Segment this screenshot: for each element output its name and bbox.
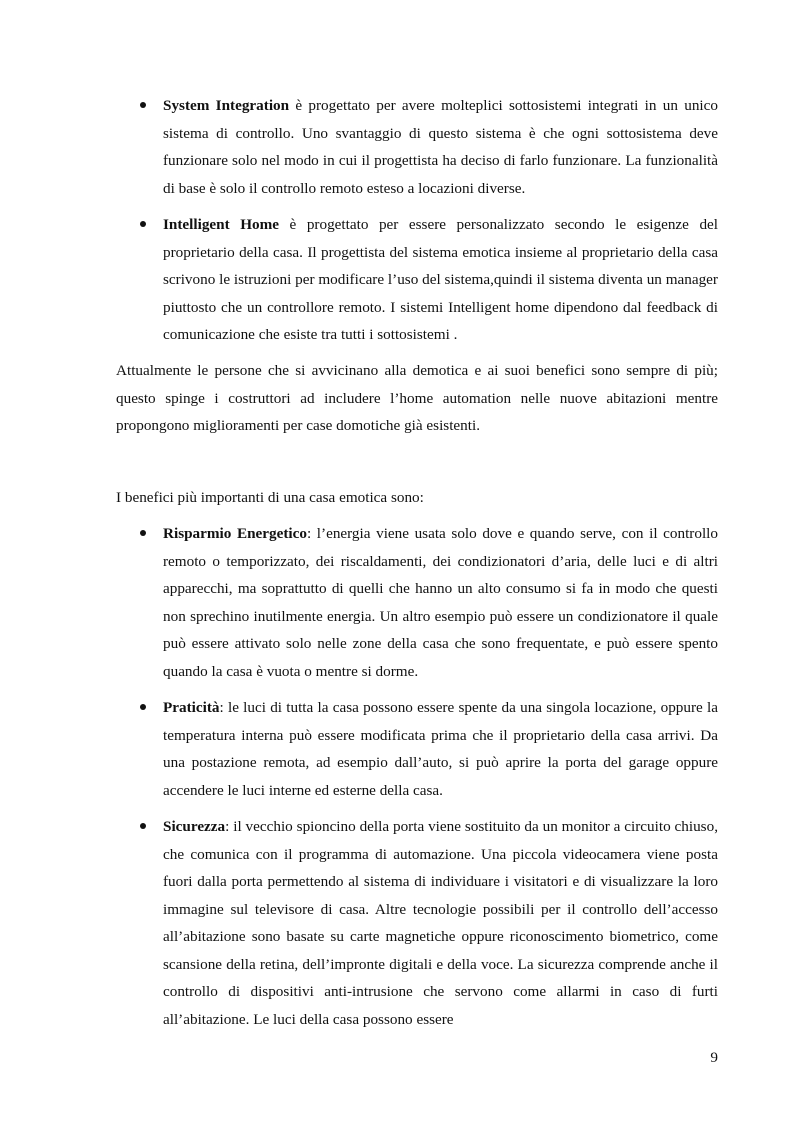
list-item xyxy=(116,694,718,804)
list-item xyxy=(116,92,718,202)
list-item xyxy=(116,211,718,349)
item-text: : il vecchio spioncino della porta viene sostituito da un monitor a circuito chiuso, che comunica con il programma di automazione. Una piccola videocamera viene posta fuori dalla porta permettendo al sistema di individuare i visitatori e di visualizzare la loro immagine sul televisore di casa. Altre tecnologie possibili per il controllo dell’accesso all’abitazione sono basate su carte magnetiche oppure riconoscimento biometrico, come scansione della retina, dell’impronte digitali e della voce. La sicurezza comprende anche il controllo di dispositivi anti-intrusione che servono come allarmi in caso di furti all’abitazione. Le luci della casa possono essere xyxy=(163,818,718,1028)
bullet-icon xyxy=(140,102,146,108)
body-paragraph: Attualmente le persone che si avvicinano alla demotica e ai suoi benefici sono sempre di più; questo spinge i costruttori ad includere l’home automation nelle nuove abitazioni mentre propongono miglioramenti per case domotiche già esistenti. xyxy=(116,362,718,434)
term-label: Intelligent Home xyxy=(163,216,279,233)
bullet-list-home-types xyxy=(116,92,718,349)
term-label: Risparmio Energetico xyxy=(163,525,307,542)
item-text: è progettato per essere personalizzato secondo le esigenze del proprietario della casa. Il progettista del sistema emotica insieme al proprietario della casa scrivono le istruzioni per modificare l’uso del sistema,quindi il sistema diventa un manager piuttosto che un controllore remoto. I sistemi Intelligent home dipendono dal feedback di comunicazione che esiste tra tutti i sottosistemi . xyxy=(163,216,718,343)
page-number: 9 xyxy=(710,1049,718,1066)
list-item xyxy=(116,813,718,1033)
bullet-icon xyxy=(140,530,146,536)
term-label: Sicurezza xyxy=(163,818,226,835)
bullet-icon xyxy=(140,704,146,710)
item-text: : le luci di tutta la casa possono essere spente da una singola locazione, oppure la temperatura interna può essere modificata prima che il proprietario della casa arrivi. Da una postazione remota, ad esempio dall’auto, si può aprire la porta del garage oppure accendere le luci interne ed esterne della casa. xyxy=(163,699,718,799)
bullet-icon xyxy=(140,221,146,227)
term-label: Praticità xyxy=(163,699,220,716)
list-item xyxy=(116,520,718,685)
benefits-intro: I benefici più importanti di una casa emotica sono: xyxy=(116,489,424,506)
term-label: System Integration xyxy=(163,97,290,114)
bullet-list-benefits xyxy=(116,520,718,1033)
item-text: : l’energia viene usata solo dove e quando serve, con il controllo remoto o temporizzato, dei riscaldamenti, dei condizionatori d’aria, delle luci e di altri apparecchi, ma soprattutto di quelli che hanno un alto consumo si fa in modo che questi non sprechino inutilmente energia. Un altro esempio può essere un condizionatore il quale può essere attivato solo nelle zone della casa che sono frequentate, e può essere spento quando la casa è vuota o mentre si dorme. xyxy=(163,525,718,680)
bullet-icon xyxy=(140,823,146,829)
item-text: è progettato per avere molteplici sottosistemi integrati in un unico sistema di controllo. Uno svantaggio di questo sistema è che ogni sottosistema deve funzionare solo nel modo in cui il progettista ha deciso di farlo funzionare. La funzionalità di base è solo il controllo remoto esteso a locazioni diverse. xyxy=(163,97,718,197)
